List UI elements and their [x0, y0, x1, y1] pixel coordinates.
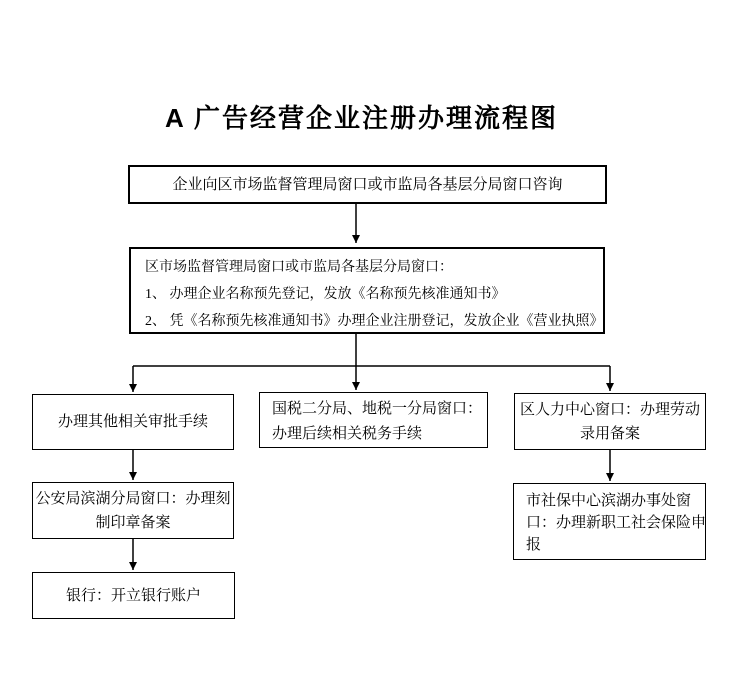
page-title: A 广告经营企业注册办理流程图	[164, 103, 559, 133]
node-registration	[129, 247, 605, 334]
node-consult	[128, 165, 607, 204]
node-registration-line-3: 2、 凭《名称预先核准通知书》办理企业注册登记，发放企业《营业执照》	[145, 314, 604, 329]
node-bank	[32, 572, 235, 619]
node-labor-record-line-2: 录用备案	[579, 425, 640, 442]
node-labor-record	[514, 393, 706, 450]
node-labor-record-line-1: 区人力中心窗口：办理劳动	[519, 401, 700, 418]
node-registration-line-1: 区市场监督管理局窗口或市监局各基层分局窗口：	[145, 260, 453, 275]
node-police-seal	[32, 482, 234, 539]
node-social-insurance-line-1: 市社保中心滨湖办事处窗	[526, 493, 692, 509]
node-tax-line-2: 办理后续相关税务手续	[272, 426, 423, 442]
node-social-insurance	[513, 483, 706, 560]
node-police-seal-line-2: 制印章备案	[95, 514, 171, 531]
node-registration-line-2: 1、 办理企业名称预先登记，发放《名称预先核准通知书》	[145, 287, 506, 302]
node-tax-line-1: 国税二分局、地税一分局窗口：	[272, 401, 483, 417]
edge-registration-branch-line	[133, 334, 610, 366]
node-other-approvals-text: 办理其他相关审批手续	[57, 414, 208, 430]
node-consult-text: 企业向区市场监督管理局窗口或市监局各基层分局窗口咨询	[172, 176, 563, 193]
node-police-seal-line-1: 公安局滨湖分局窗口：办理刻	[35, 490, 231, 507]
node-other-approvals	[32, 394, 234, 450]
node-social-insurance-line-3: 报	[526, 537, 542, 553]
node-tax	[259, 392, 488, 448]
node-bank-text: 银行：开立银行账户	[65, 587, 201, 604]
node-social-insurance-line-2: 口：办理新职工社会保险申	[526, 515, 707, 531]
